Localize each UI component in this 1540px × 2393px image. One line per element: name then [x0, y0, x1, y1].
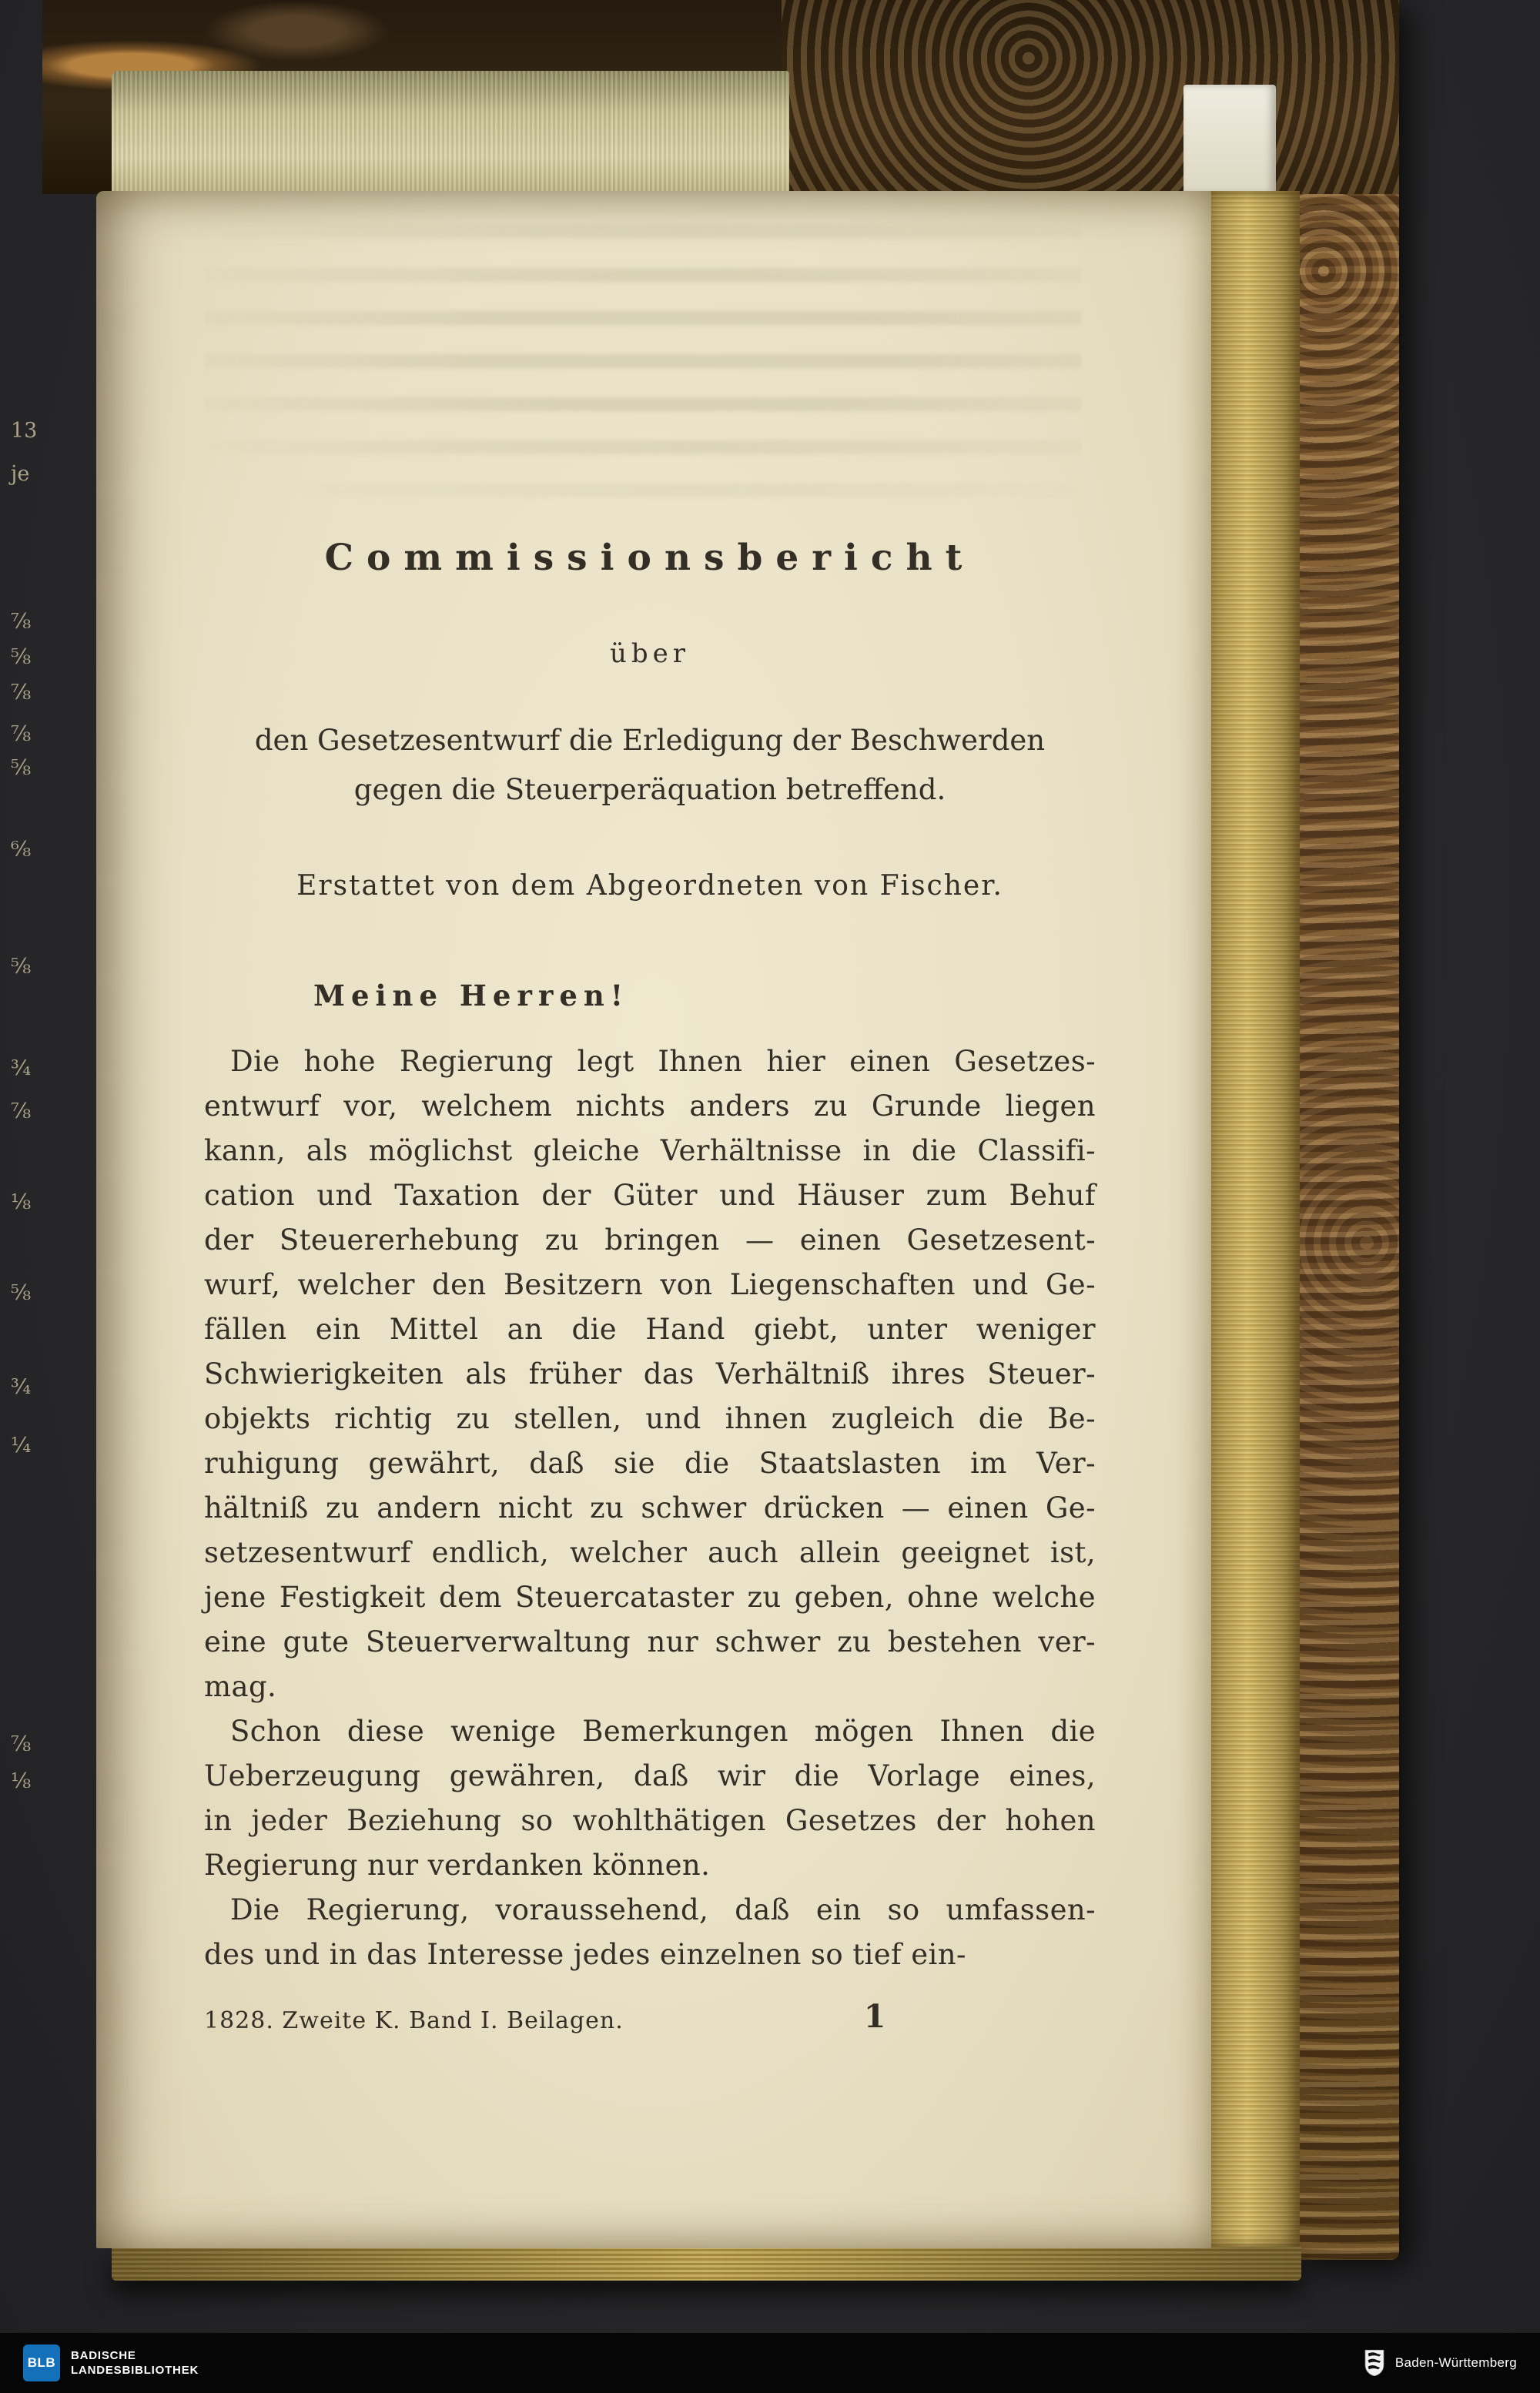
text-line: Schon diese wenige Bemerkungen mögen Ihnen die: [230, 1715, 1096, 1748]
book-binding-top-right: [782, 0, 1399, 194]
text-line: Regierung nur verdanken können.: [204, 1849, 711, 1882]
text-line: den Gesetzesentwurf die Erledigung der Beschwerden: [254, 724, 1046, 757]
margin-fragment: ⅝: [11, 756, 32, 780]
paragraph: [204, 1039, 1096, 1709]
margin-fragment: ⅞: [11, 722, 32, 746]
show-through-text: [204, 213, 1082, 520]
author-line: Erstattet von dem Abgeordneten von Fischer.: [296, 870, 1003, 902]
paper-sliver: [1183, 85, 1276, 194]
text-line: Die hohe Regierung legt Ihnen hier einen Gesetzes-: [230, 1045, 1096, 1078]
text-line: gegen die Steuerperäquation betreffend.: [353, 773, 946, 806]
page-number: 1: [863, 1998, 886, 2035]
text-line: hältniß zu andern nicht zu schwer drücken — einen Ge-: [204, 1491, 1096, 1524]
margin-fragment: ¾: [11, 1375, 32, 1399]
book-page: [96, 191, 1211, 2248]
region-name: Baden-Württemberg: [1394, 2355, 1517, 2370]
region-branding: [1363, 2349, 1517, 2377]
library-name-line2: LANDESBIBLIOTHEK: [71, 2364, 199, 2377]
text-line: entwurf vor, welchem nichts anders zu Grunde liegen: [204, 1089, 1096, 1123]
text-line: wurf, welcher den Besitzern von Liegenschaften und Ge-: [204, 1268, 1096, 1301]
margin-fragment: ⅝: [11, 645, 32, 669]
book-cover-right: [1291, 0, 1399, 2260]
text-line: fällen ein Mittel an die Hand giebt, unter weniger: [204, 1313, 1096, 1346]
text-line: jene Festigkeit dem Steuercataster zu geben, ohne welche: [204, 1581, 1096, 1614]
book-top-page-edges: [112, 71, 789, 194]
margin-fragment: ⅛: [11, 1769, 32, 1793]
text-line: kann, als möglichst gleiche Verhältnisse in die Classifi-: [204, 1134, 1096, 1167]
margin-fragment: 13: [11, 419, 38, 443]
body-paragraphs: [204, 1039, 1096, 1977]
page-footer: [204, 1994, 1096, 2036]
baden-wuerttemberg-crest-icon: [1363, 2349, 1386, 2377]
text-line: Ueberzeugung gewähren, daß wir die Vorlage eines,: [204, 1759, 1096, 1792]
book-fore-edge: [1204, 191, 1300, 2248]
margin-fragment: ⅛: [11, 1190, 32, 1214]
book-bottom-page-edges: [112, 2247, 1301, 2281]
paragraph: [204, 1888, 1096, 1977]
text-line: eine gute Steuerverwaltung nur schwer zu bestehen ver-: [204, 1625, 1096, 1658]
margin-fragment: ⁶⁄₈: [11, 838, 32, 862]
library-name: [71, 2348, 199, 2378]
text-line: ruhigung gewährt, daß sie die Staatslasten im Ver-: [204, 1447, 1096, 1480]
page-title: Commissionsbericht: [324, 537, 976, 579]
margin-fragment: ⅞: [11, 1099, 32, 1123]
subtitle: [204, 716, 1096, 815]
paragraph: [204, 1709, 1096, 1888]
page-text-block: [204, 536, 1096, 2036]
margin-fragment: ¾: [11, 1056, 32, 1080]
margin-fragment: ⅝: [11, 955, 32, 979]
text-line: des und in das Interesse jedes einzelnen so tief ein-: [204, 1938, 966, 1971]
text-line: Die Regierung, voraussehend, daß ein so umfassen-: [230, 1893, 1096, 1926]
text-line: setzesentwurf endlich, welcher auch allein geeignet ist,: [204, 1536, 1096, 1569]
book: [42, 0, 1399, 2302]
margin-fragment: je: [11, 462, 30, 486]
text-line: objekts richtig zu stellen, und ihnen zugleich die Be-: [204, 1402, 1096, 1435]
printer-signature: 1828. Zweite K. Band I. Beilagen.: [204, 2007, 624, 2034]
text-line: in jeder Beziehung so wohlthätigen Gesetzes der hohen: [204, 1804, 1096, 1837]
salutation: Meine Herren!: [313, 979, 630, 1012]
margin-fragment: ¼: [11, 1434, 32, 1458]
margin-fragment: ⅞: [11, 1732, 32, 1756]
text-line: mag.: [204, 1670, 277, 1703]
library-info-bar: [0, 2333, 1540, 2393]
text-line: der Steuererhebung zu bringen — einen Gesetzesent-: [204, 1223, 1096, 1257]
margin-fragment: ⅞: [11, 610, 32, 634]
text-line: cation und Taxation der Güter und Häuser zum Behuf: [204, 1179, 1096, 1212]
blb-logo-icon: BLB: [23, 2344, 60, 2381]
title-ueber: über: [609, 638, 691, 669]
margin-fragment: ⅝: [11, 1281, 32, 1305]
library-name-line1: BADISCHE: [71, 2349, 136, 2362]
library-branding: [23, 2344, 199, 2381]
text-line: Schwierigkeiten als früher das Verhältniß ihres Steuer-: [204, 1357, 1096, 1391]
margin-fragment: ⅞: [11, 681, 32, 705]
